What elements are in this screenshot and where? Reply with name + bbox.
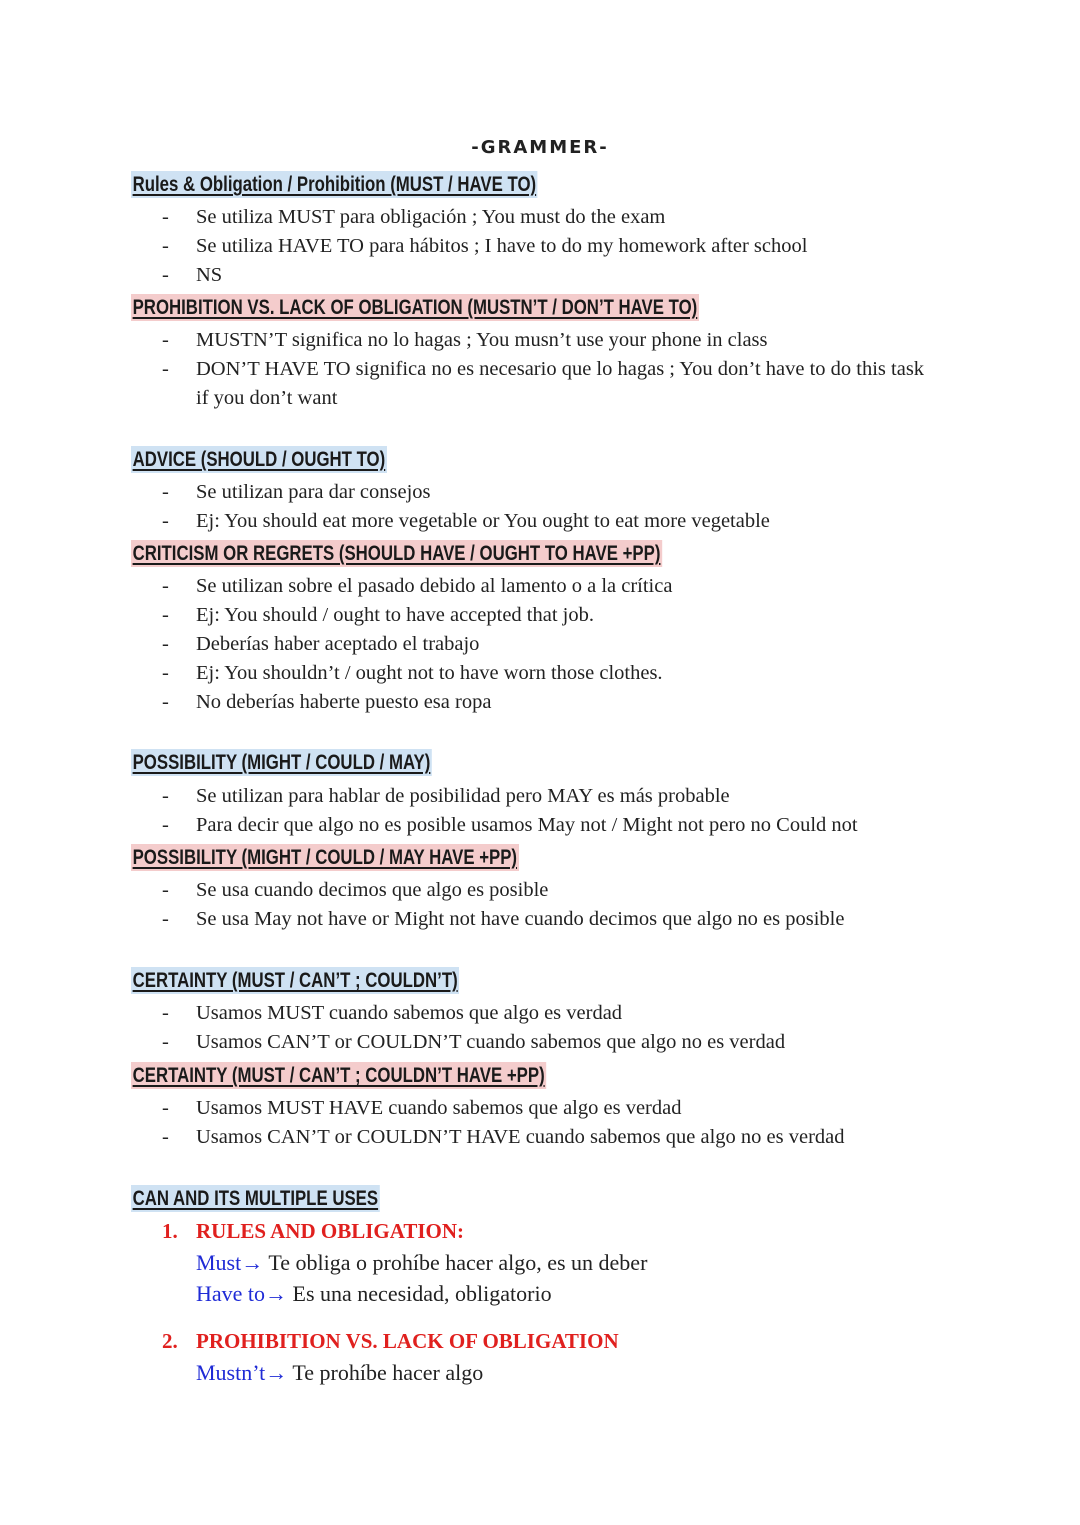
numbered-heading-prohibition: 2. PROHIBITION VS. LACK OF OBLIGATION — [162, 1329, 619, 1353]
section-heading-possibility-pp: POSSIBILITY (MIGHT / COULD / MAY HAVE +PP) — [132, 846, 518, 869]
list-item: - Se utilizan para hablar de posibilidad pero MAY es más probable — [162, 785, 730, 807]
list-item: - Usamos CAN’T or COULDN’T HAVE cuando sabemos que algo no es verdad — [162, 1126, 845, 1148]
list-item: - DON’T HAVE TO significa no es necesario que lo hagas ; You don’t have to do this task if you don’t want — [162, 358, 925, 409]
list-item: - Usamos CAN’T or COULDN’T cuando sabemos que algo no es verdad — [162, 1031, 786, 1053]
section-heading-criticism: CRITICISM OR REGRETS (SHOULD HAVE / OUGHT TO HAVE +PP) — [132, 542, 661, 565]
list-item: - MUSTN’T significa no lo hagas ; You musn’t use your phone in class — [162, 329, 768, 351]
section-heading-can-uses: CAN AND ITS MULTIPLE USES — [132, 1187, 379, 1210]
numbered-heading-rules: 1. RULES AND OBLIGATION: — [162, 1219, 464, 1243]
definition-line-have-to: Have to→ Es una necesidad, obligatorio — [196, 1281, 552, 1306]
list-item: - Para decir que algo no es posible usamos May not / Might not pero no Could not — [162, 814, 858, 836]
bullet-list — [162, 1094, 845, 1152]
list-item: - Se utilizan para dar consejos — [162, 481, 431, 503]
list-item: - Usamos MUST cuando sabemos que algo es verdad — [162, 1002, 623, 1024]
list-item: - NS — [162, 264, 223, 286]
section-heading-certainty-pp: CERTAINTY (MUST / CAN’T ; COULDN’T HAVE +PP) — [132, 1064, 545, 1087]
section-heading-certainty: CERTAINTY (MUST / CAN’T ; COULDN’T) — [132, 969, 458, 992]
bullet-list — [162, 203, 807, 290]
list-item: - Ej: You shouldn’t / ought not to have worn those clothes. — [162, 662, 663, 684]
list-item: - Se usa May not have or Might not have cuando decimos que algo no es posible — [162, 908, 845, 930]
list-item: - Deberías haber aceptado el trabajo — [162, 633, 480, 655]
list-item: - Se utiliza MUST para obligación ; You must do the exam — [162, 206, 666, 228]
section-heading-rules-obligation: Rules & Obligation / Prohibition (MUST / HAVE TO) — [132, 173, 537, 196]
list-item: - No deberías haberte puesto esa ropa — [162, 691, 492, 713]
bullet-list — [162, 782, 858, 840]
page-title: -GRAMMER- — [471, 137, 609, 158]
bullet-list — [162, 326, 936, 413]
bullet-list — [162, 572, 672, 717]
list-item: - Se usa cuando decimos que algo es posible — [162, 879, 549, 901]
section-heading-advice: ADVICE (SHOULD / OUGHT TO) — [132, 448, 386, 471]
list-item: - Se utilizan sobre el pasado debido al lamento o a la crítica — [162, 575, 673, 597]
bullet-list — [162, 999, 785, 1057]
bullet-list — [162, 876, 844, 934]
section-heading-possibility: POSSIBILITY (MIGHT / COULD / MAY) — [132, 751, 431, 774]
list-item: - Usamos MUST HAVE cuando sabemos que algo es verdad — [162, 1097, 682, 1119]
list-item: - Se utiliza HAVE TO para hábitos ; I have to do my homework after school — [162, 235, 808, 257]
definition-line-mustnt: Mustn’t→ Te prohíbe hacer algo — [196, 1360, 484, 1385]
list-item: - Ej: You should eat more vegetable or You ought to eat more vegetable — [162, 510, 770, 532]
bullet-list — [162, 478, 770, 536]
section-heading-prohibition-lack: PROHIBITION VS. LACK OF OBLIGATION (MUSTN’T / DON’T HAVE TO) — [132, 296, 698, 319]
list-item: - Ej: You should / ought to have accepted that job. — [162, 604, 594, 626]
definition-line-must: Must→ Te obliga o prohíbe hacer algo, es un deber — [196, 1250, 648, 1275]
